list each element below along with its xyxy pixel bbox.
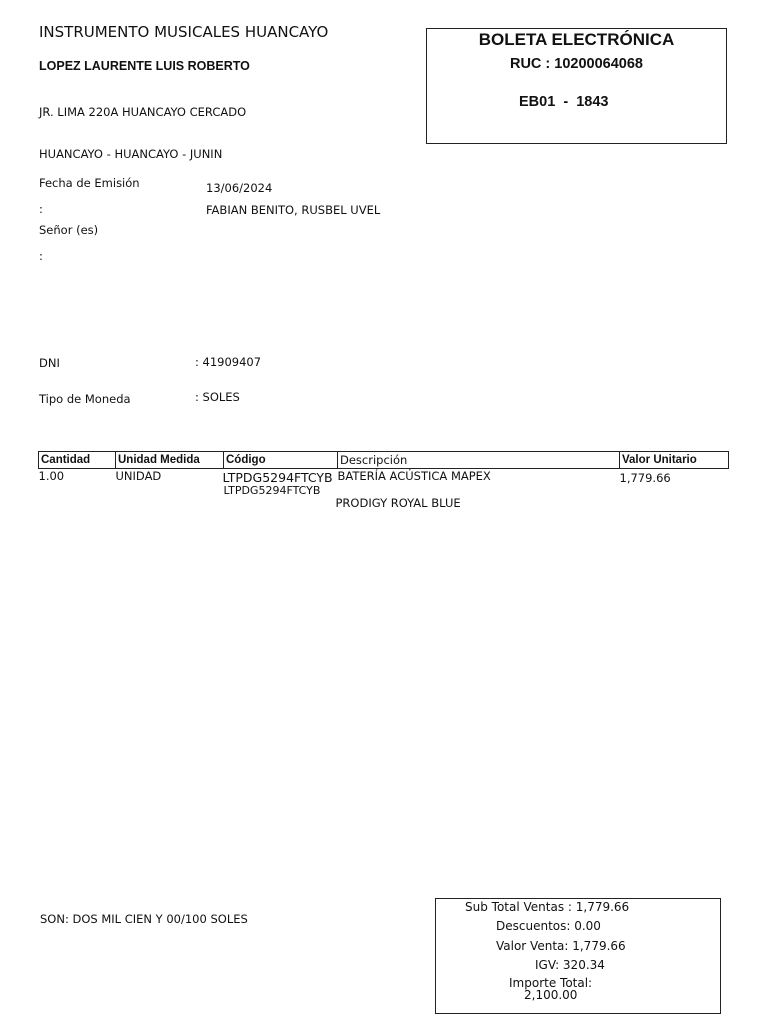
issuer-location: HUANCAYO - HUANCAYO - JUNIN (39, 147, 223, 161)
header-cantidad: Cantidad (39, 452, 116, 469)
owner-name: LOPEZ LAURENTE LUIS ROBERTO (39, 59, 250, 73)
header-codigo: Código (224, 452, 338, 469)
subtotal-ventas: Sub Total Ventas : 1,779.66 (465, 900, 630, 914)
fecha-label: Fecha de Emisión (39, 176, 140, 190)
items-table (38, 451, 729, 510)
codigo-line-2: LTPDG5294FTCYB (223, 484, 321, 497)
importe-total-value: 2,100.00 (524, 988, 578, 1002)
document-serie: EB01 - 1843 (519, 94, 609, 110)
cell-valor-unitario: 1,779.66 (619, 471, 671, 485)
company-name: INSTRUMENTO MUSICALES HUANCAYO (39, 23, 329, 41)
descripcion-line-1: BATERÍA ACÚSTICA MAPEX (337, 469, 491, 483)
totals-box (435, 898, 721, 1014)
codigo-line-1: LTPDG5294FTCYB (222, 470, 333, 485)
descripcion-line-2: PRODIGY ROYAL BLUE (335, 496, 461, 510)
header-valor-unitario: Valor Unitario (620, 452, 729, 469)
cell-unidad: UNIDAD (115, 469, 162, 483)
document-header-box (426, 28, 727, 144)
moneda-label: Tipo de Moneda (39, 392, 131, 406)
header-descripcion: Descripción (338, 452, 620, 469)
dni-label: DNI (39, 356, 60, 370)
cell-codigo (224, 469, 338, 511)
senor-value: FABIAN BENITO, RUSBEL UVEL (206, 203, 381, 217)
moneda-value: : SOLES (195, 390, 240, 404)
senor-label: Señor (es) (39, 223, 99, 237)
fecha-colon: : (39, 202, 43, 216)
table-row (39, 469, 729, 511)
dni-value: : 41909407 (195, 355, 262, 369)
valor-venta: Valor Venta: 1,779.66 (496, 939, 626, 953)
table-header-row (39, 452, 729, 469)
header-unidad-medida: Unidad Medida (116, 452, 224, 469)
issuer-address: JR. LIMA 220A HUANCAYO CERCADO (39, 105, 247, 119)
cell-descripcion (335, 469, 620, 511)
document-title: BOLETA ELECTRÓNICA (478, 30, 675, 49)
amount-in-words: SON: DOS MIL CIEN Y 00/100 SOLES (40, 912, 248, 926)
cell-cantidad: 1.00 (38, 469, 65, 483)
senor-colon: : (39, 249, 43, 263)
ruc-number: RUC : 10200064068 (509, 56, 643, 72)
fecha-value: 13/06/2024 (206, 181, 273, 195)
igv: IGV: 320.34 (535, 958, 605, 972)
descuentos: Descuentos: 0.00 (496, 919, 601, 933)
importe-total-label: Importe Total: (509, 976, 593, 990)
